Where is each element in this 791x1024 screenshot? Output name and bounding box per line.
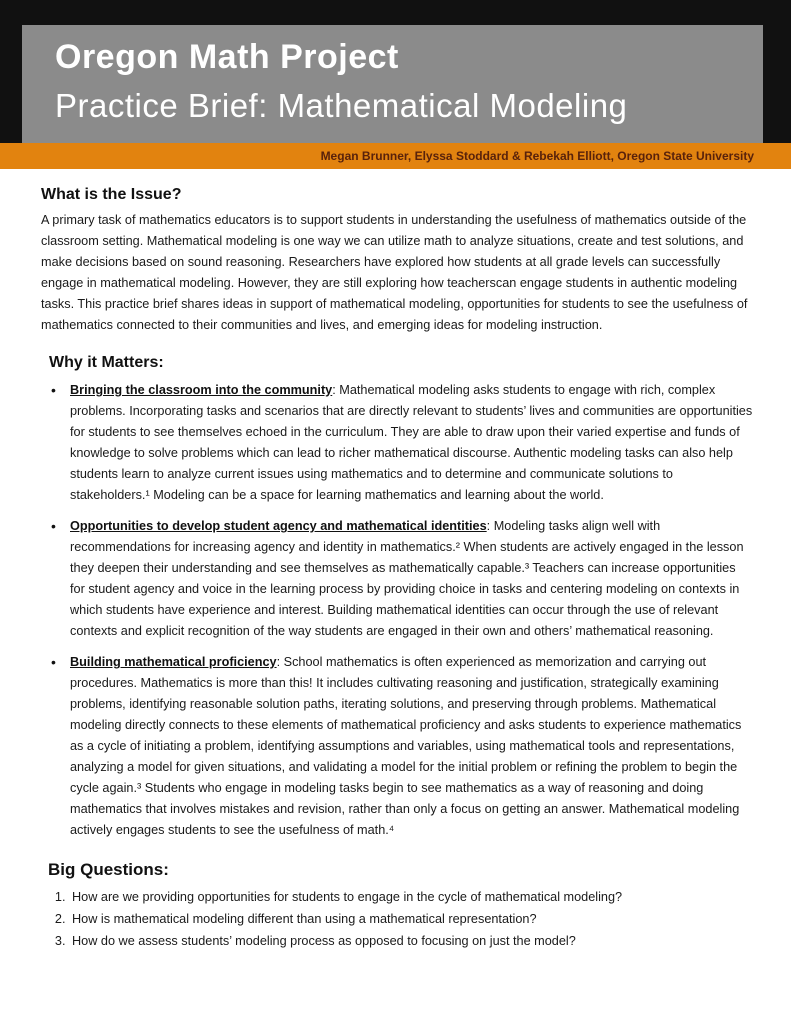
big-questions-heading: Big Questions: [48, 860, 169, 880]
bullet-item-proficiency [49, 652, 753, 841]
section-big-questions [48, 860, 753, 952]
bullet-lead: Building mathematical proficiency [70, 655, 277, 670]
bullet-lead: Bringing the classroom into the community [70, 383, 333, 398]
bullet-item-community [49, 380, 753, 506]
masthead-frame [0, 0, 791, 143]
bullet-lead: Opportunities to develop student agency and mathematical identities [70, 519, 487, 534]
issue-heading: What is the Issue? [41, 186, 182, 204]
bullet-item-agency [49, 516, 753, 642]
authors-credit: Megan Brunner, Elyssa Stoddard & Rebekah Elliott, Oregon State University [320, 149, 754, 164]
bullet-text: : Mathematical modeling asks students to engage with rich, complex problems. Incorporating tasks and scenarios that are directly relevant to students’ lives and communities are opportunities for students to see themselves echoed in the curriculum. They are able to draw upon their varied expertise and funds of knowledge to solve problems which can lead to richer mathematical discourse. Authentic modeling tasks can also help students learn to analyze current issues using mathematics and to determine and communicate solutions to stakeholders.¹ Modeling can be a space for learning mathematics and learning about the world. [70, 383, 753, 503]
question-item: 2. How is mathematical modeling different than using a mathematical representation? [69, 908, 753, 930]
question-item: 1. How are we providing opportunities for students to engage in the cycle of mathematical modeling? [69, 886, 753, 908]
document-title: Oregon Math Project [55, 38, 399, 76]
masthead [0, 0, 791, 169]
section-issue [41, 185, 753, 336]
why-bullet-list [49, 380, 753, 841]
section-why [49, 353, 753, 841]
authors-bar [0, 143, 791, 169]
question-list [48, 886, 753, 952]
document-subtitle: Practice Brief: Mathematical Modeling [55, 87, 628, 125]
title-banner [22, 25, 763, 143]
why-heading: Why it Matters: [49, 354, 164, 372]
content [0, 169, 791, 952]
question-item: 3. How do we assess students’ modeling process as opposed to focusing on just the model? [69, 930, 753, 952]
bullet-text: : Modeling tasks align well with recommendations for increasing agency and identity in mathematics.² When students are actively engaged in the lesson they deepen their understanding and see themselves as mathematically capable.³ Teachers can increase opportunities for student agency and voice in the learning process by providing choice in tasks and centering modeling on contexts in which students have experience and interest. Building mathematical identities can occur through the use of relevant contexts and explicit recognition of the way students are engaged in their own and others’ mathematical reasoning. [70, 519, 744, 639]
issue-body: A primary task of mathematics educators is to support students in understanding the usefulness of mathematics outside of the classroom setting. Mathematical modeling is one way we can utilize math to analyze situations, create and test solutions, and make decisions based on sound reasoning. Researchers have explored how students at all grade levels can successfully engage in mathematical modeling. However, they are still exploring how teacherscan engage students in authentic modeling tasks. This practice brief shares ideas in support of mathematical modeling, opportunities for students to see the usefulness of mathematics connected to their communities and lives, and emerging ideas for modeling instruction. [41, 213, 748, 333]
bullet-text: : School mathematics is often experienced as memorization and carrying out procedures. Mathematics is more than this! It includes cultivating reasoning and justification, strategically examining problems, identifying reasonable solution paths, iterating solutions, and preserving through problems. Mathematical modeling directly connects to these elements of mathematical proficiency and asks students to experience mathematics as a cycle of initiating a problem, identifying assumptions and variables, using mathematical tools and representations, analyzing a model for given situations, and validating a model for the initial problem or refining the problem to begin the cycle again.³ Students who engage in modeling tasks begin to see mathematics as a way of reasoning and doing mathematics that involves mistakes and revision, rather than only a focus on getting an answer. Mathematical modeling actively engages students to see the usefulness of math.⁴ [70, 655, 742, 838]
